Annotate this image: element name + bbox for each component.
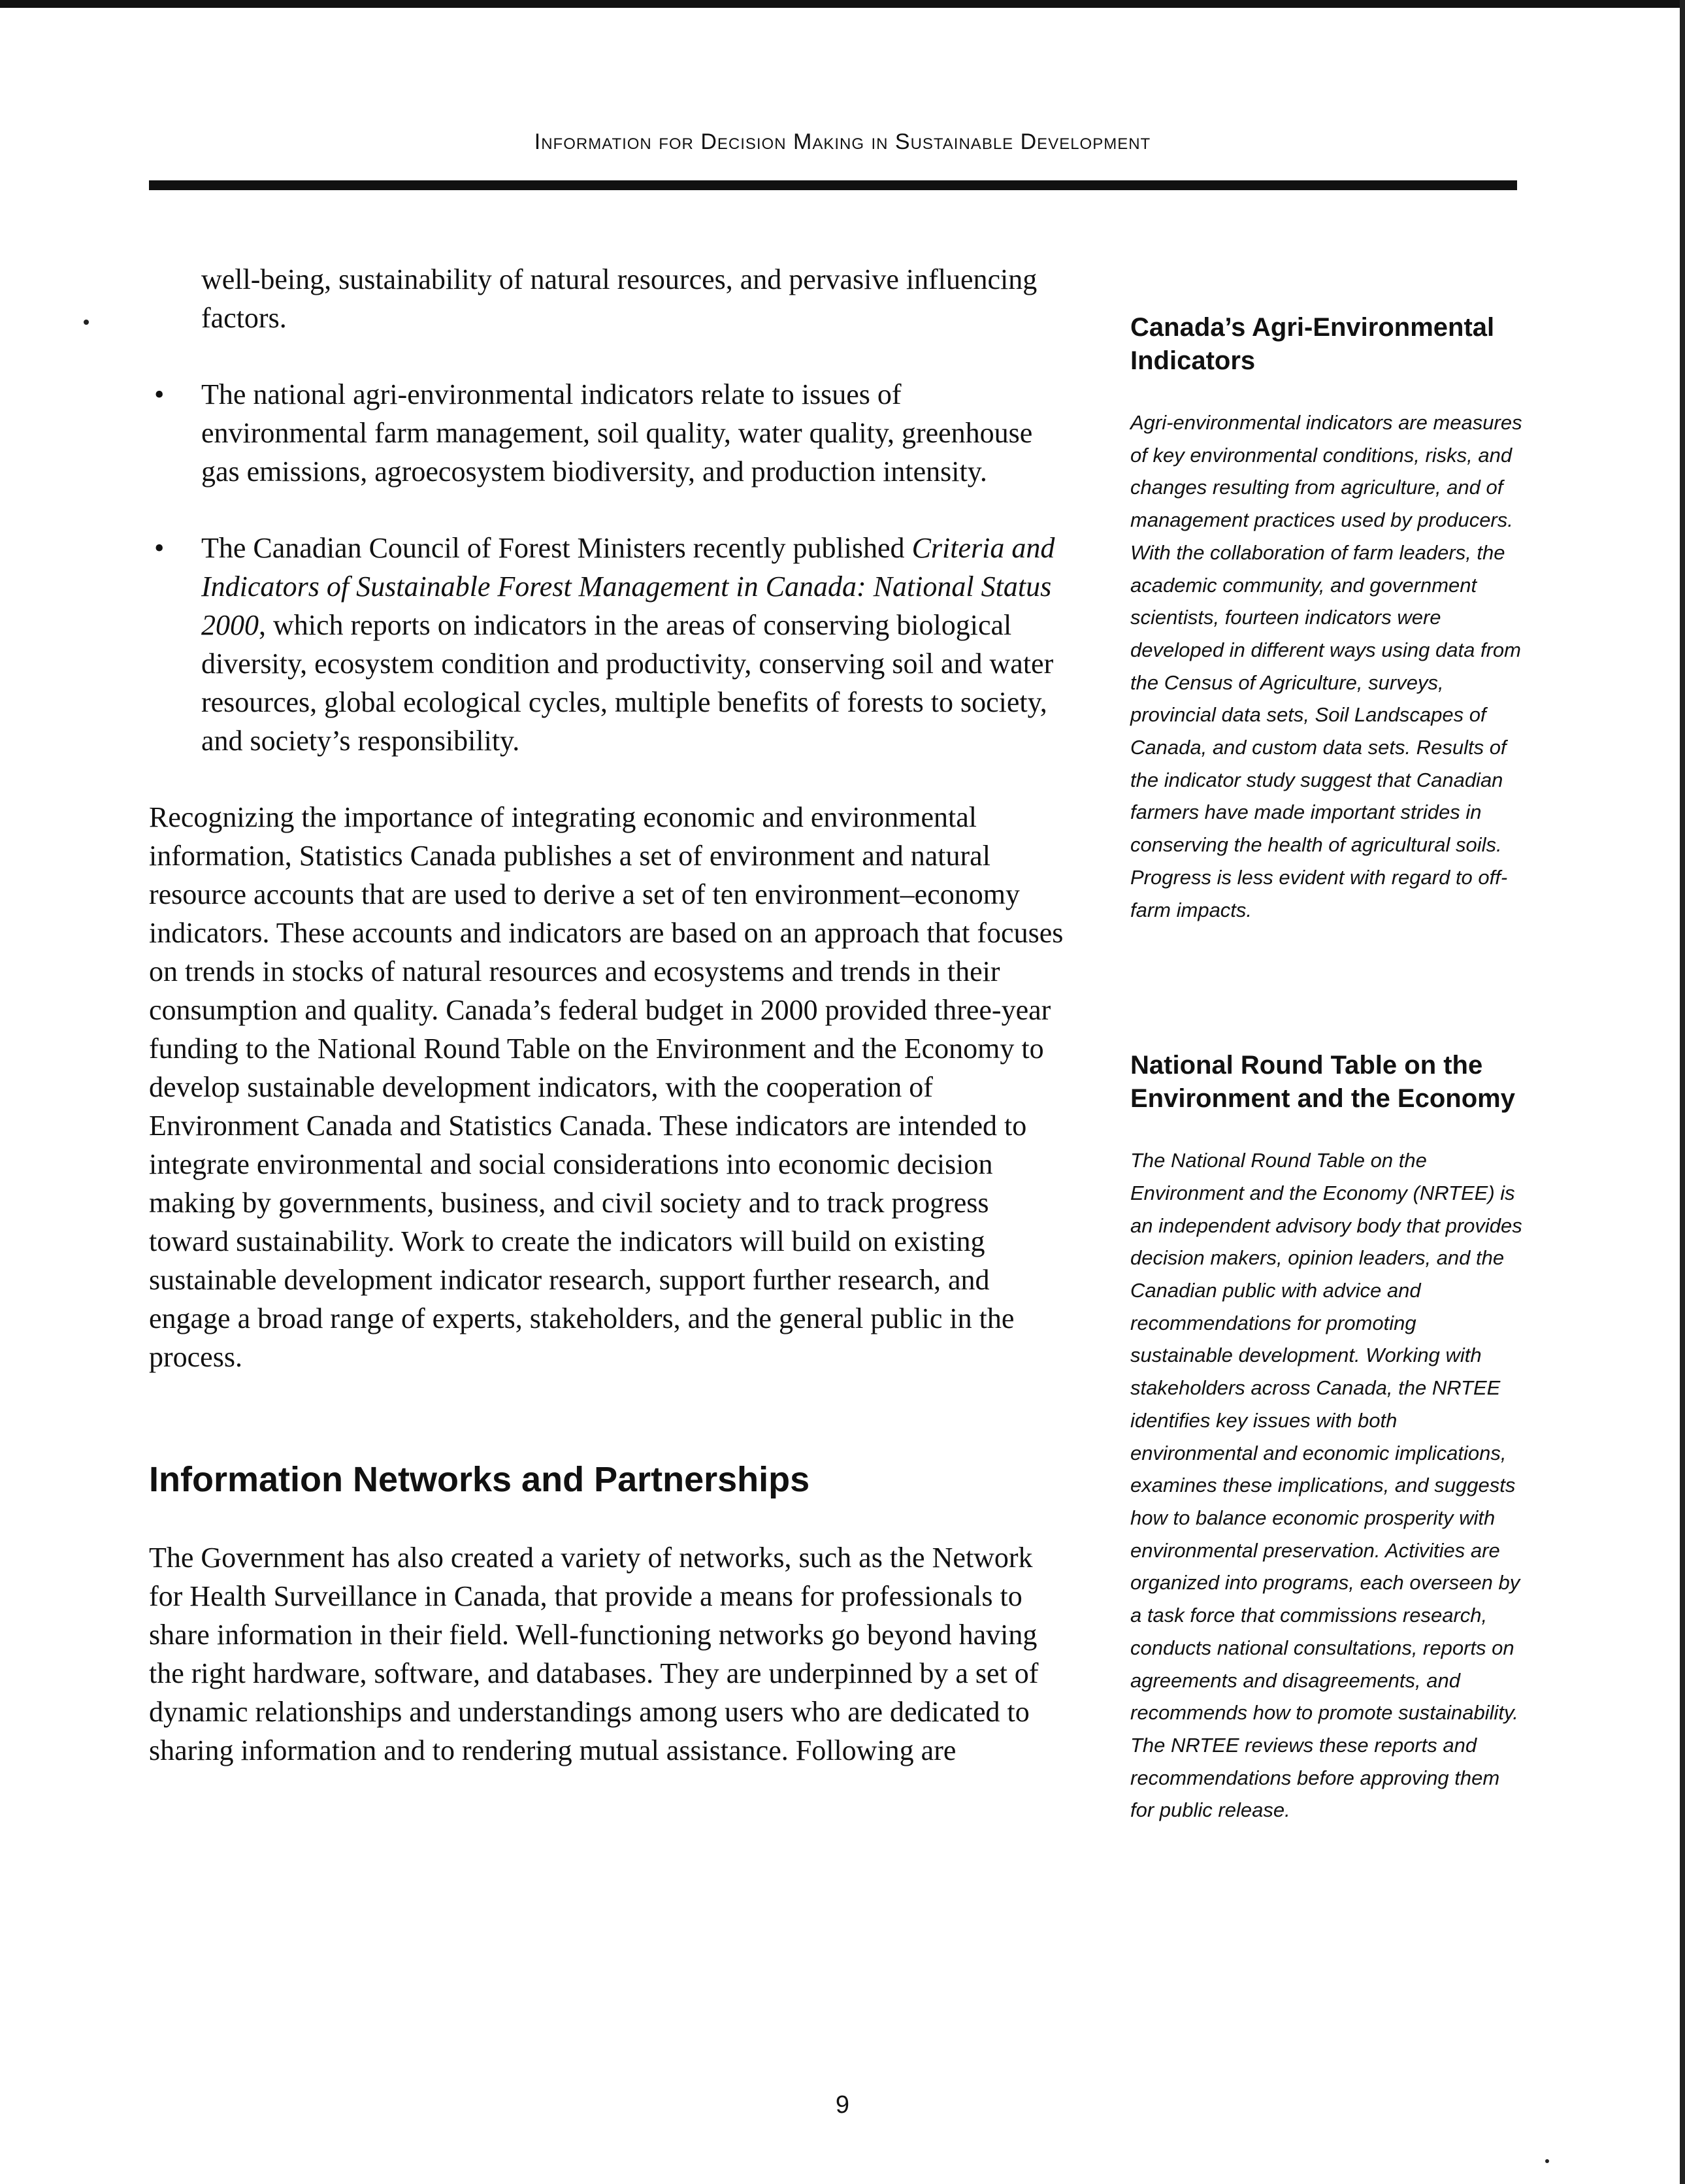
- header-rule: [149, 180, 1517, 190]
- section-heading: Information Networks and Partnerships: [149, 1460, 810, 1499]
- body-paragraph-networks: The Government has also created a variety of networks, such as the Network for Health Surveillance in Canada, that provide a means for professionals to share information in their field. Well-functioning networks go beyond having the right hardware, software, and databases. They are underpinned by a set of dynamic relationships and understandings among users who are dedicated to sharing information and to rendering mutual assistance. Following are: [149, 1542, 1039, 1766]
- continued-paragraph: well-being, sustainability of natural resources, and pervasive influencing factors.: [201, 263, 1038, 334]
- sidebar-column: [1130, 311, 1522, 1827]
- sidebar-body-agri: Agri-environmental indicators are measures of key environmental conditions, risks, and changes resulting from agriculture, and of management practices used by producers. With the collaboration of farm leaders, the academic community, and government scientists, fourteen indicators were developed in different ways using data from the Census of Agriculture, surveys, provincial data sets, Soil Landscapes of Canada, and custom data sets. Results of the indicator study suggest that Canadian farmers have made important strides in conserving the health of agricultural soils. Progress is less evident with regard to off-farm impacts.: [1130, 411, 1522, 921]
- bullet-text-before: The Canadian Council of Forest Ministers recently published: [201, 532, 912, 564]
- page-right-border: [1680, 0, 1685, 2184]
- bullet-icon: •: [154, 378, 165, 410]
- main-column: [149, 260, 1064, 1770]
- scan-speck: [1545, 2159, 1549, 2163]
- bullet-item-forest-ministers: [149, 529, 1064, 760]
- sidebar-heading-agri: Canada’s Agri-Environmental Indicators: [1130, 313, 1495, 375]
- page-top-border: [0, 0, 1685, 8]
- bullet-text: The national agri-environmental indicators relate to issues of environmental farm management, soil quality, water quality, greenhouse gas emissions, agroecosystem biodiversity, and production intensity.: [201, 378, 1033, 488]
- publication-title: Criteria and Indicators of Sustainable Forest Management in Canada: National Status 2000: [201, 532, 1055, 641]
- running-header: Information for Decision Making in Sustainable Development: [534, 129, 1151, 154]
- body-paragraph-statistics-canada: Recognizing the importance of integrating economic and environmental information, Statistics Canada publishes a set of environment and natural resource accounts that are used to derive a set of ten environment–economy indicators. These accounts and indicators are based on an approach that focuses on trends in stocks of natural resources and ecosystems and trends in their consumption and quality. Canada’s federal budget in 2000 provided three-year funding to the National Round Table on the Environment and the Economy to develop sustainable development indicators, with the cooperation of Environment Canada and Statistics Canada. These indicators are intended to integrate environmental and social considerations into economic decision making by governments, business, and civil society and to track progress toward sustainability. Work to create the indicators will build on existing sustainable development indicator research, support further research, and engage a broad range of experts, stakeholders, and the general public in the process.: [149, 801, 1064, 1373]
- sidebar-body-nrtee: The National Round Table on the Environment and the Economy (NRTEE) is an independent advisory body that provides decision makers, opinion leaders, and the Canadian public with advice and recommendations for promoting sustainable development. Working with stakeholders across Canada, the NRTEE identifies key issues with both environmental and economic implications, examines these implications, and suggests how to balance economic prosperity with environmental preservation. Activities are organized into programs, each overseen by a task force that commissions research, conducts national consultations, reports on agreements and disagreements, and recommends how to promote sustainability. The NRTEE reviews these reports and recommendations before approving them for public release.: [1130, 1149, 1522, 1822]
- bullet-text-after: , which reports on indicators in the areas of conserving biological diversity, ecosystem condition and productivity, conserving soil and water resources, global ecological cycles, multiple benefits of forests to society, and society’s responsibility.: [201, 609, 1054, 757]
- scan-speck: [84, 320, 89, 325]
- bullet-item-agri-indicators: [149, 375, 1064, 491]
- page-number: 9: [835, 2091, 850, 2119]
- sidebar-heading-nrtee: National Round Table on the Environment and the Economy: [1130, 1051, 1515, 1114]
- bullet-icon: •: [154, 532, 165, 564]
